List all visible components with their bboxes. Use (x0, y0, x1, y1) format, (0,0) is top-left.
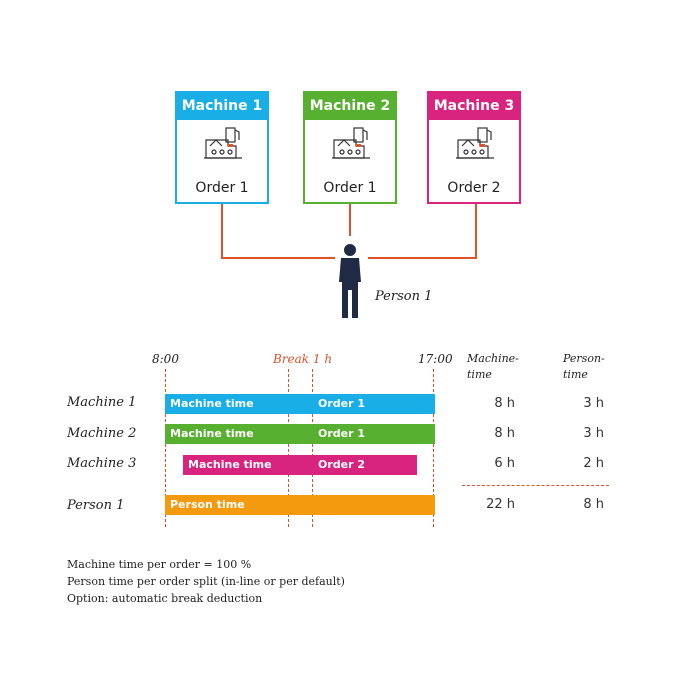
machine-3-machine-time: 6 h (494, 456, 515, 471)
column-header-line: Person- (563, 352, 605, 365)
connector-line (368, 257, 477, 259)
column-header-line: Machine- (467, 352, 519, 365)
machine-card-1 (175, 91, 269, 204)
bar-order-label: Order 1 (318, 397, 366, 410)
machine-card-order: Order 2 (447, 180, 501, 196)
person-total-person-time: 8 h (583, 497, 604, 512)
bar-order-label: Order 2 (318, 458, 366, 471)
machine-card-2 (303, 91, 397, 204)
column-header-line: time (467, 368, 492, 381)
machine-icon (454, 126, 496, 162)
connector-line (475, 204, 477, 258)
footnote-line: Person time per order split (in-line or per default) (67, 575, 345, 588)
machine-icon (330, 126, 372, 162)
machine-1-machine-time: 8 h (494, 396, 515, 411)
row-label-machine-1: Machine 1 (67, 395, 137, 410)
machine-card-order: Order 1 (323, 180, 377, 196)
machine-2-person-time: 3 h (583, 426, 604, 441)
machine-card-title: Machine 2 (305, 93, 395, 120)
time-end-label: 17:00 (418, 352, 453, 366)
person-icon (336, 243, 364, 319)
machine-2-time-bar (165, 424, 435, 444)
sum-divider (462, 485, 609, 486)
bar-label: Person time (170, 498, 245, 511)
column-header-person-time (563, 351, 605, 383)
machine-2-machine-time: 8 h (494, 426, 515, 441)
bar-order-label: Order 1 (318, 427, 366, 440)
break-label: Break 1 h (273, 352, 333, 366)
connector-line (221, 257, 335, 259)
connector-line (221, 204, 223, 258)
person-label: Person 1 (375, 289, 433, 304)
column-header-machine-time (467, 351, 519, 383)
connector-line (349, 204, 351, 236)
row-label-machine-2: Machine 2 (67, 426, 137, 441)
bar-label: Machine time (188, 458, 272, 471)
row-label-person-1: Person 1 (67, 498, 125, 513)
footnote (67, 556, 345, 607)
person-time-bar (165, 495, 435, 515)
machine-3-person-time: 2 h (583, 456, 604, 471)
machine-1-time-bar (165, 394, 435, 414)
machine-3-time-bar (183, 455, 417, 475)
bar-label: Machine time (170, 427, 254, 440)
time-start-label: 8:00 (152, 352, 179, 366)
machine-card-title: Machine 1 (177, 93, 267, 120)
machine-card-order: Order 1 (195, 180, 249, 196)
column-header-line: time (563, 368, 588, 381)
footnote-line: Machine time per order = 100 % (67, 558, 252, 571)
footnote-line: Option: automatic break deduction (67, 592, 263, 605)
machine-1-person-time: 3 h (583, 396, 604, 411)
person-total-machine-time: 22 h (486, 497, 515, 512)
machine-icon (202, 126, 244, 162)
bar-label: Machine time (170, 397, 254, 410)
row-label-machine-3: Machine 3 (67, 456, 137, 471)
machine-card-3 (427, 91, 521, 204)
machine-card-title: Machine 3 (429, 93, 519, 120)
